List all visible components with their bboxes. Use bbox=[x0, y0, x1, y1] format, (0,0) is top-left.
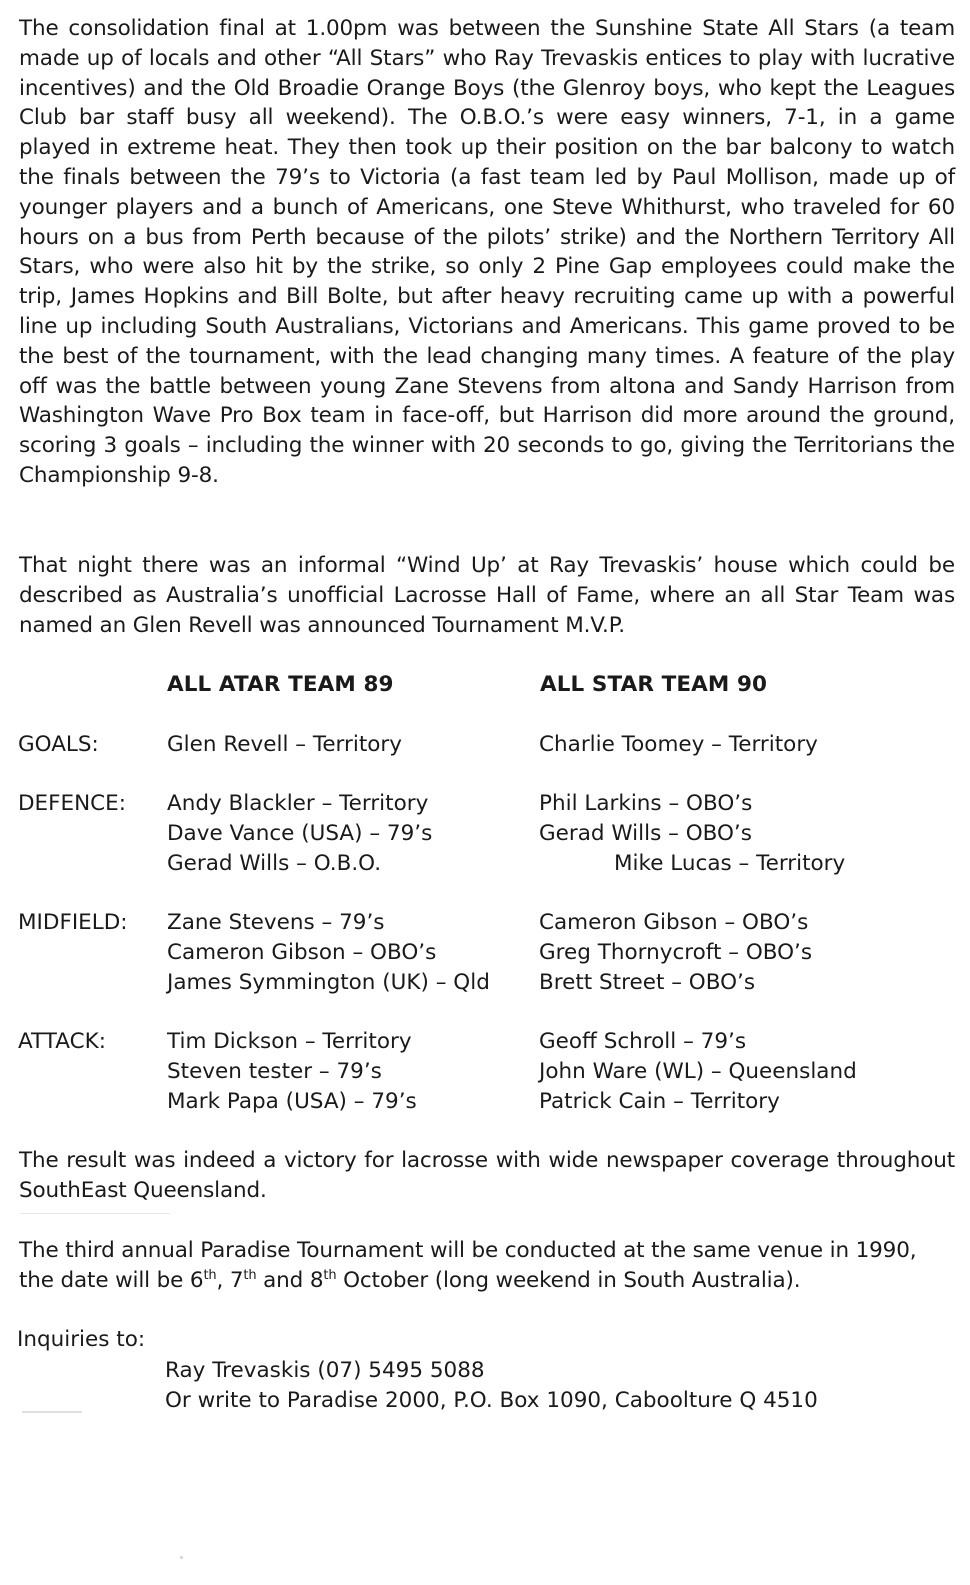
team-89-midfield bbox=[167, 908, 490, 997]
player-entry: Cameron Gibson – OBO’s bbox=[167, 939, 437, 965]
player-entry: Steven tester – 79’s bbox=[167, 1058, 382, 1084]
player-entry: Mike Lucas – Territory bbox=[614, 850, 846, 876]
team-90-defence bbox=[539, 789, 845, 878]
team-90-header: ALL STAR TEAM 90 bbox=[540, 672, 768, 697]
tournament-text-start: The third annual Paradise Tournament will be conducted at the same venue in 1990, the date will be 6 bbox=[19, 1238, 917, 1293]
team-89-goals bbox=[167, 730, 402, 760]
inquiries-label: Inquiries to: bbox=[17, 1327, 146, 1352]
player-entry: Greg Thornycroft – OBO’s bbox=[539, 939, 813, 965]
player-entry: John Ware (WL) – Queensland bbox=[539, 1058, 857, 1084]
team-89-attack bbox=[167, 1027, 417, 1116]
position-label-midfield: MIDFIELD: bbox=[18, 910, 128, 935]
player-entry: Gerad Wills – O.B.O. bbox=[167, 850, 382, 876]
scan-speck bbox=[180, 1556, 183, 1559]
inquiries-contact bbox=[165, 1356, 818, 1416]
ordinal-suffix: th bbox=[243, 1267, 257, 1283]
ordinal-suffix: th bbox=[323, 1267, 337, 1283]
position-label-defence: DEFENCE: bbox=[18, 791, 127, 816]
tournament-date-separator: , 7 bbox=[216, 1267, 244, 1293]
player-entry: Brett Street – OBO’s bbox=[539, 969, 756, 995]
tournament-text-end: October (long weekend in South Australia). bbox=[336, 1267, 801, 1293]
paragraph-wind-up: That night there was an informal “Wind Up’ at Ray Trevaskis’ house which could be described as Australia’s unofficial Lacrosse Hall of Fame, where an all Star Team was named an Glen Revell was announced Tournament M.V.P. bbox=[19, 553, 955, 638]
paragraph-third-tournament bbox=[19, 1236, 955, 1296]
position-label-goals: GOALS: bbox=[18, 732, 99, 757]
player-entry: Patrick Cain – Territory bbox=[539, 1088, 780, 1114]
player-entry: Zane Stevens – 79’s bbox=[167, 910, 385, 935]
player-entry: Glen Revell – Territory bbox=[167, 732, 402, 757]
player-entry: Charlie Toomey – Territory bbox=[539, 732, 818, 757]
tournament-date-separator: and 8 bbox=[256, 1267, 324, 1293]
ordinal-suffix: th bbox=[203, 1267, 217, 1283]
paragraph-result: The result was indeed a victory for lacrosse with wide newspaper coverage throughout SouthEast Queensland. bbox=[19, 1148, 955, 1203]
scan-speck bbox=[20, 1213, 170, 1214]
team-89-header: ALL ATAR TEAM 89 bbox=[167, 672, 394, 697]
team-90-attack bbox=[539, 1027, 857, 1116]
position-label-attack: ATTACK: bbox=[18, 1029, 106, 1054]
team-90-goals bbox=[539, 730, 818, 760]
player-entry: Dave Vance (USA) – 79’s bbox=[167, 820, 433, 846]
team-90-midfield bbox=[539, 908, 812, 997]
paragraph-consolidation-final: The consolidation final at 1.00pm was between the Sunshine State All Stars (a team made up of locals and other “All Stars” who Ray Trevaskis entices to play with lucrative incentives) and the Old Broadie Orange Boys (the Glenroy boys, who kept the Leagues Club bar staff busy all weekend). The O.B.O.’s were easy winners, 7-1, in a game played in extreme heat. They then took up their position on the bar balcony to watch the finals between the 79’s to Victoria (a fast team led by Paul Mollison, made up of younger players and a bunch of Americans, one Steve Whithurst, who traveled for 60 hours on a bus from Perth because of the pilots’ strike) and the Northern Territory All Stars, who were also hit by the strike, so only 2 Pine Gap employees could make the trip, James Hopkins and Bill Bolte, but after heavy recruiting came up with a powerful line up including South Australians, Victorians and Americans. This game proved to be the best of the tournament, with the lead changing many times. A feature of the play off was the battle between young Zane Stevens from altona and Sandy Harrison from Washington Wave Pro Box team in face-off, but Harrison did more around the ground, scoring 3 goals – including the winner with 20 seconds to go, giving the Territorians the Championship 9-8. bbox=[19, 16, 955, 488]
player-entry: Cameron Gibson – OBO’s bbox=[539, 910, 809, 935]
player-entry: Phil Larkins – OBO’s bbox=[539, 791, 753, 816]
contact-address: Or write to Paradise 2000, P.O. Box 1090, Caboolture Q 4510 bbox=[165, 1387, 818, 1413]
contact-name-phone: Ray Trevaskis (07) 5495 5088 bbox=[165, 1358, 485, 1383]
player-entry: Tim Dickson – Territory bbox=[167, 1029, 412, 1054]
player-entry: Mark Papa (USA) – 79’s bbox=[167, 1088, 417, 1114]
player-entry: James Symmington (UK) – Qld bbox=[167, 969, 490, 995]
team-89-defence bbox=[167, 789, 432, 878]
scan-speck bbox=[22, 1411, 82, 1413]
player-entry: Geoff Schroll – 79’s bbox=[539, 1029, 747, 1054]
player-entry: Gerad Wills – OBO’s bbox=[539, 820, 752, 846]
player-entry: Andy Blackler – Territory bbox=[167, 791, 429, 816]
